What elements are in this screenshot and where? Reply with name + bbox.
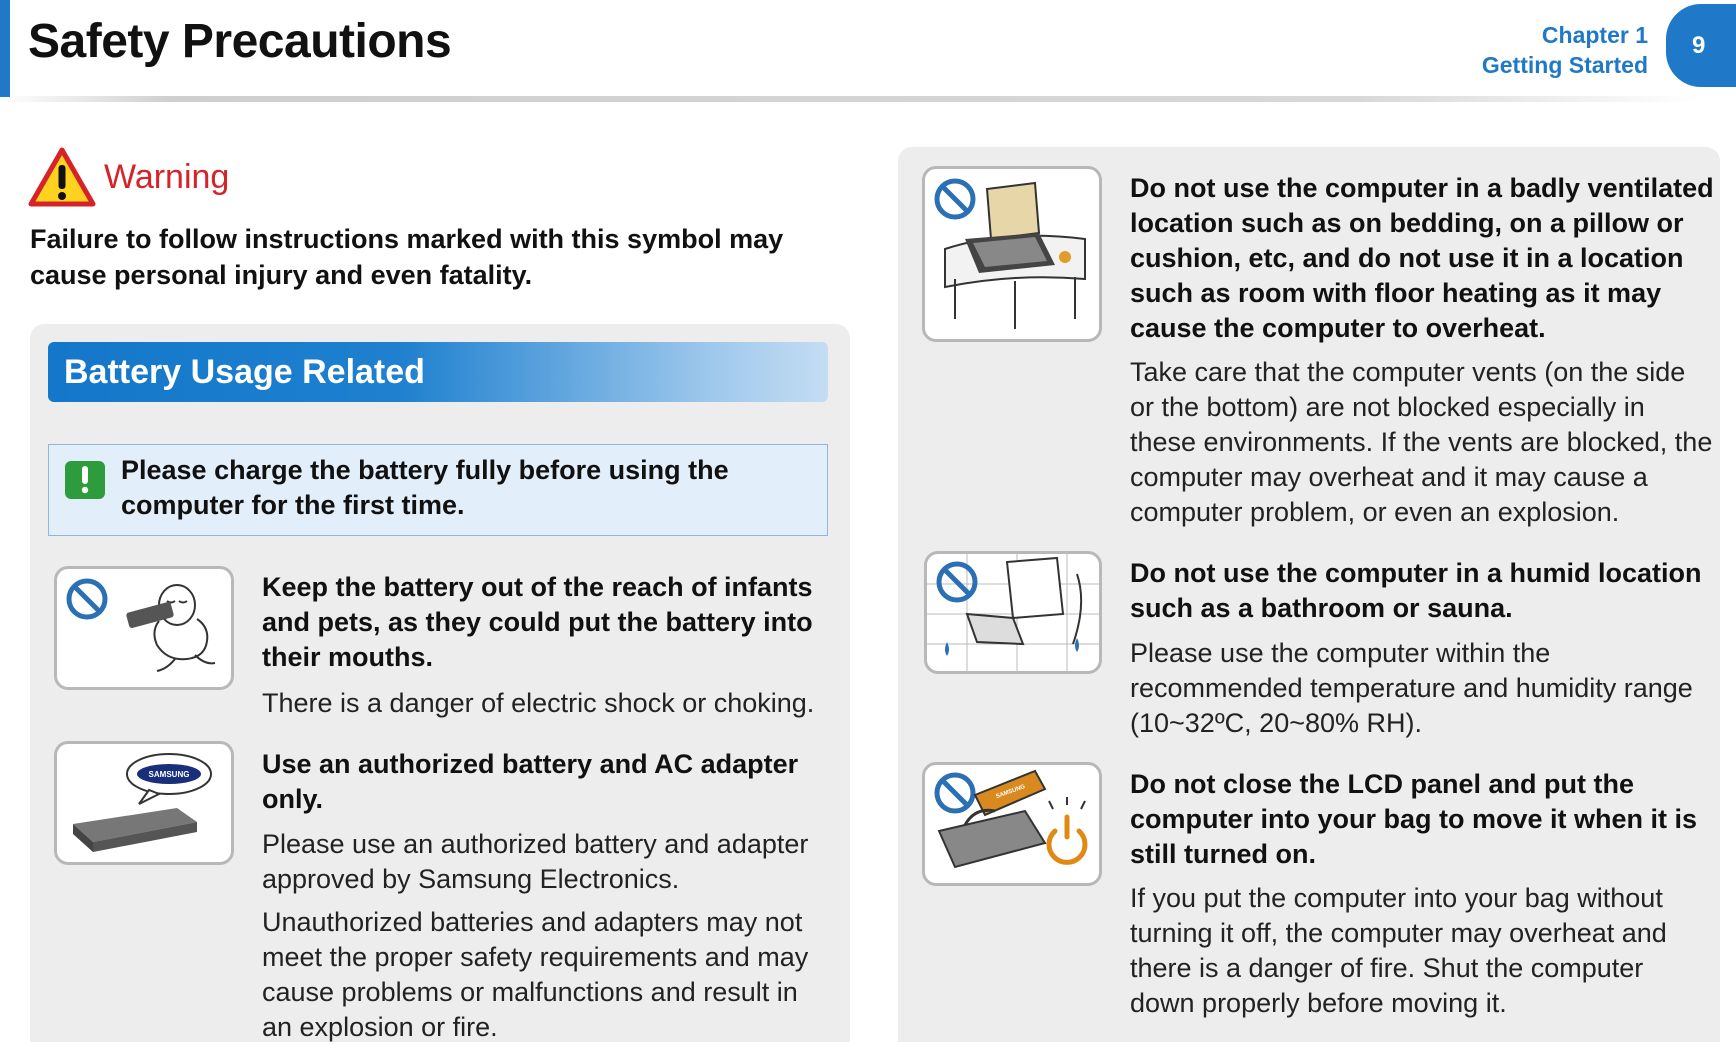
battery-item-body: There is a danger of electric shock or choking.: [262, 688, 815, 718]
samsung-logo-text: SAMSUNG: [995, 783, 1027, 801]
exclamation-icon: [65, 461, 105, 499]
prohibition-icon: [69, 581, 105, 617]
battery-item-title: Use an authorized battery and AC adapter only.: [262, 749, 799, 814]
page-number-badge: [1666, 4, 1736, 87]
battery-item-title: Keep the battery out of the reach of infants and pets, as they could put the battery into their mouths.: [262, 572, 813, 672]
section-title: Battery Usage Related: [48, 342, 828, 402]
chapter-name: Getting Started: [1481, 52, 1648, 78]
warning-heading: [28, 147, 229, 207]
ventilation-item-title: Do not use the computer in a badly ventilated location such as on bedding, on a pillow or cushion, etc, and do not use it in a location such as room with floor heating as it may cause the computer to overheat.: [1130, 173, 1714, 343]
ventilation-item-body: Take care that the computer vents (on the side or the bottom) are not blocked especially in these environments. If the vents are blocked, the computer may overheat and it may cause a computer problem, or even an explosion.: [1130, 357, 1713, 527]
bag-item-title: Do not close the LCD panel and put the computer into your bag to move it when it is still turned on.: [1130, 769, 1698, 869]
bathroom-illustration: [924, 551, 1102, 674]
page-title: Safety Precautions: [28, 15, 452, 68]
header-accent-bar: [0, 0, 10, 97]
humidity-item-body: Please use the computer within the recommended temperature and humidity range (10~32ºC, 20~80% RH).: [1130, 638, 1693, 738]
chapter-label: Chapter 1: [1541, 22, 1648, 48]
warning-description: Failure to follow instructions marked with this symbol may cause personal injury and even fatality.: [30, 224, 784, 290]
infant-battery-illustration: [54, 566, 234, 690]
notice-box: [48, 444, 828, 536]
laptop-bag-illustration: [922, 762, 1102, 886]
notice-text: Please charge the battery fully before using the computer for the first time.: [121, 455, 729, 520]
battery-item-body: Please use an authorized battery and adapter approved by Samsung Electronics.: [262, 829, 809, 894]
samsung-logo-text: SAMSUNG: [148, 770, 190, 779]
header-divider: [0, 96, 1700, 102]
authorized-battery-illustration: [54, 741, 234, 865]
chapter-heading: [1482, 20, 1648, 80]
page-number: 9: [1692, 31, 1706, 59]
humidity-item-title: Do not use the computer in a humid location such as a bathroom or sauna.: [1130, 558, 1702, 623]
battery-item-body: Unauthorized batteries and adapters may not meet the proper safety requirements and may cause problems or malfunctions and result in an explosion or fire.: [262, 907, 809, 1042]
warning-triangle-icon: [28, 147, 96, 207]
warning-label: Warning: [104, 157, 230, 196]
bedding-illustration: [922, 166, 1102, 342]
bag-item-body: If you put the computer into your bag without turning it off, the computer may overheat and there is a danger of fire. Shut the computer down properly before moving it.: [1130, 883, 1667, 1018]
